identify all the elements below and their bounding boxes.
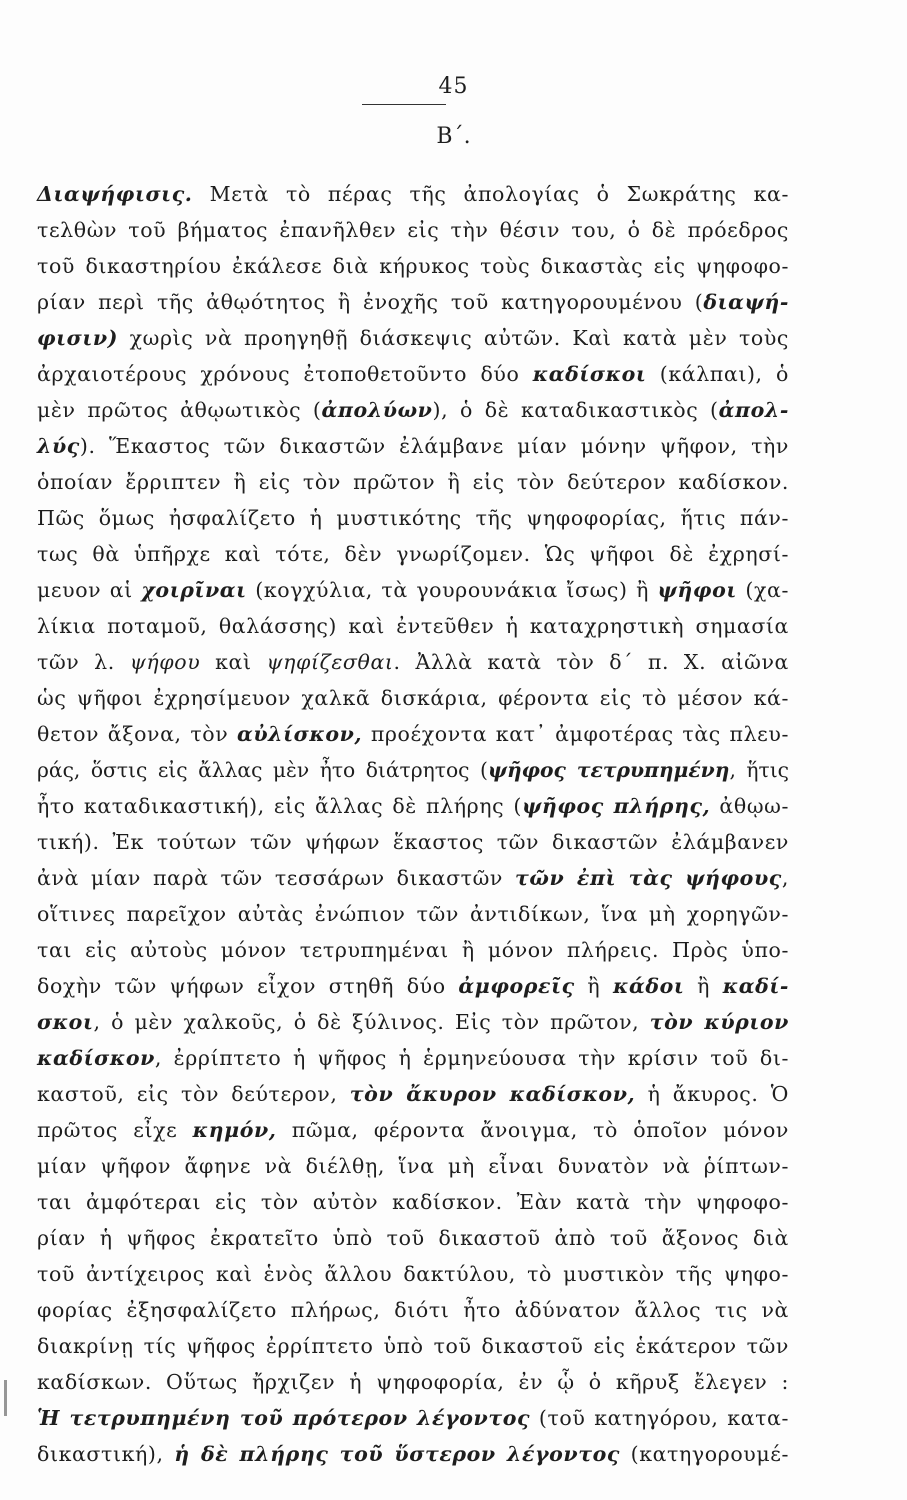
text-segment: , ἥτις	[729, 758, 790, 782]
text-segment: καστοῦ, εἰς τὸν δεύτερον,	[37, 1082, 350, 1106]
text-line	[37, 248, 789, 284]
text-segment: καδίσκων. Οὕτως ἤρχιζεν ἡ ψηφοφορία, ἐν ᾧ ὁ κῆρυξ ἔλεγεν :	[37, 1370, 789, 1394]
text-line	[37, 968, 789, 1004]
text-segment: μευον αἱ	[37, 578, 142, 602]
body-text	[37, 176, 789, 1472]
text-segment: τῶν λ.	[37, 650, 130, 674]
text-segment: τοῦ δικαστηρίου ἐκάλεσε διὰ κήρυκος τοὺς δικαστὰς εἰς ψηφοφο-	[37, 254, 789, 278]
page-number: 45	[438, 74, 469, 99]
text-segment: , ὁ μὲν χαλκοῦς, ὁ δὲ ξύλινος. Εἰς τὸν πρῶτον,	[93, 1010, 650, 1034]
emphasized-term: ἀπολ-	[718, 398, 789, 422]
italic-term: ψήφου	[129, 650, 201, 674]
emphasized-term: καδίσκοι	[532, 362, 647, 386]
text-segment: ράς, ὅστις εἰς ἄλλας μὲν ἦτο διάτρητος (	[37, 758, 488, 782]
text-segment: μὲν πρῶτος ἀθῳωτικὸς (	[37, 398, 322, 422]
text-line	[37, 572, 789, 608]
emphasized-term: ἀπολύων	[321, 398, 433, 422]
text-line	[37, 860, 789, 896]
text-segment: ἡ ἄκυρος. Ὁ	[635, 1082, 789, 1106]
text-segment: ), ὁ δὲ καταδικαστικὸς (	[432, 398, 719, 422]
text-segment: μίαν ψῆφον ἄφηνε νὰ διέλθῃ, ἵνα μὴ εἶναι δυνατὸν νὰ ῥίπτων-	[37, 1154, 789, 1178]
emphasized-term: καδίσκον	[37, 1046, 155, 1070]
text-line	[37, 500, 789, 536]
text-segment: Μετὰ τὸ πέρας τῆς ἀπολογίας ὁ Σωκράτης κα-	[192, 182, 789, 206]
text-segment: ἢ	[684, 974, 723, 998]
text-segment: ται ἀμφότεραι εἰς τὸν αὐτὸν καδίσκον. Ἐὰν κατὰ τὴν ψηφοφο-	[37, 1190, 789, 1214]
text-segment: ). Ἕκαστος τῶν δικαστῶν ἐλάμβανε μίαν μόνην ψῆφον, τὴν	[79, 434, 789, 458]
text-segment: (χα-	[736, 578, 789, 602]
text-segment: χωρὶς νὰ προηγηθῇ διάσκεψις αὐτῶν. Καὶ κατὰ μὲν τοὺς	[118, 326, 789, 350]
text-segment: διακρίνῃ τίς ψῆφος ἐρρίπτετο ὑπὸ τοῦ δικαστοῦ εἰς ἑκάτερον τῶν	[37, 1334, 789, 1358]
emphasized-term: χοιρῖναι	[141, 578, 247, 602]
header-rule	[362, 104, 446, 105]
text-line	[37, 284, 789, 320]
text-line	[37, 1040, 789, 1076]
text-segment: . Ἀλλὰ κατὰ τὸν δ΄ π. Χ. αἰῶνα	[393, 650, 789, 674]
text-segment: ρίαν περὶ τῆς ἀθῳότητος ἢ ἐνοχῆς τοῦ κατηγορουμένου (	[37, 290, 704, 314]
text-segment: , ἐρρίπτετο ἡ ψῆφος ἡ ἑρμηνεύουσα τὴν κρίσιν τοῦ δι-	[154, 1046, 789, 1070]
text-line	[37, 1076, 789, 1112]
text-segment: ται εἰς αὐτοὺς μόνον τετρυπημέναι ἢ μόνον πλήρεις. Πρὸς ὑπο-	[37, 938, 789, 962]
text-segment: λίκια ποταμοῦ, θαλάσσης) καὶ ἐντεῦθεν ἡ καταχρηστικὴ σημασία	[37, 614, 789, 638]
text-line	[37, 1112, 789, 1148]
emphasized-term: ψῆφοι	[657, 578, 737, 602]
emphasized-term: ἡ δὲ πλήρης τοῦ ὕστερον λέγοντος	[174, 1442, 620, 1466]
text-segment: ἢ	[574, 974, 614, 998]
emphasized-term: καδί-	[722, 974, 789, 998]
text-segment: ὁποίαν ἔρριπτεν ἢ εἰς τὸν πρῶτον ἢ εἰς τὸν δεύτερον καδίσκον.	[37, 470, 789, 494]
emphasized-term: φισιν)	[37, 326, 119, 350]
emphasized-term: Ἡ τετρυπημένη τοῦ πρότερον λέγοντος	[37, 1406, 531, 1430]
text-segment: τως θὰ ὑπῆρχε καὶ τότε, δὲν γνωρίζομεν. Ὡς ψῆφοι δὲ ἐχρησί-	[37, 542, 789, 566]
text-line	[37, 788, 789, 824]
text-line	[37, 752, 789, 788]
text-segment: καὶ	[200, 650, 267, 674]
text-line	[37, 1436, 789, 1472]
text-line	[37, 1292, 789, 1328]
text-segment: ὡς ψῆφοι ἐχρησίμευον χαλκᾶ δισκάρια, φέροντα εἰς τὸ μέσον κά-	[37, 686, 789, 710]
text-line	[37, 680, 789, 716]
text-segment: (τοῦ κατηγόρου, κατα-	[530, 1406, 789, 1430]
text-line	[37, 212, 789, 248]
emphasized-term: ψῆφος τετρυπημένη	[487, 758, 730, 782]
text-line	[37, 1256, 789, 1292]
text-line	[37, 176, 789, 212]
emphasized-term: τῶν ἐπὶ τὰς ψήφους	[514, 866, 782, 890]
text-line	[37, 392, 789, 428]
text-segment: ἀνὰ μίαν παρὰ τῶν τεσσάρων δικαστῶν	[37, 866, 515, 890]
emphasized-term: λύς	[37, 434, 80, 458]
emphasized-term: ψῆφος πλήρης,	[521, 794, 711, 818]
text-segment: θετον ἄξονα, τὸν	[37, 722, 237, 746]
text-line	[37, 608, 789, 644]
text-segment: τική). Ἐκ τούτων τῶν ψήφων ἕκαστος τῶν δικαστῶν ἐλάμβανεν	[37, 830, 789, 854]
text-line	[37, 356, 789, 392]
text-segment: Πῶς ὅμως ἠσφαλίζετο ἡ μυστικότης τῆς ψηφοφορίας, ἥτις πάν-	[37, 506, 789, 530]
text-line	[37, 1328, 789, 1364]
emphasized-term: κημόν,	[192, 1118, 277, 1142]
text-segment: δικαστική),	[37, 1442, 175, 1466]
text-line	[37, 320, 789, 356]
emphasized-term: ἀμφορεῖς	[458, 974, 575, 998]
emphasized-term: σκοι	[37, 1010, 94, 1034]
text-line	[37, 1400, 789, 1436]
text-segment: πῶμα, φέροντα ἄνοιγμα, τὸ ὁποῖον μόνον	[276, 1118, 789, 1142]
text-segment: ἀθῳω-	[710, 794, 789, 818]
text-segment: (κάλπαι), ὁ	[646, 362, 789, 386]
italic-term: ψηφίζεσθαι	[266, 650, 394, 674]
text-segment: ρίαν ἡ ψῆφος ἐκρατεῖτο ὑπὸ τοῦ δικαστοῦ ἀπὸ τοῦ ἄξονος διὰ	[37, 1226, 789, 1250]
text-segment: φορίας ἐξησφαλίζετο πλήρως, διότι ἦτο ἀδύνατον ἄλλος τις νὰ	[37, 1298, 789, 1322]
text-line	[37, 428, 789, 464]
text-segment: ,	[781, 866, 789, 890]
text-line	[37, 1220, 789, 1256]
text-segment: (κογχύλια, τὰ γουρουνάκια ἴσως) ἢ	[246, 578, 658, 602]
emphasized-term: τὸν ἄκυρον καδίσκον,	[349, 1082, 636, 1106]
text-line	[37, 932, 789, 968]
text-line	[37, 824, 789, 860]
text-segment: (κατηγορουμέ-	[619, 1442, 789, 1466]
emphasized-term: διαψή-	[703, 290, 789, 314]
text-line	[37, 1364, 789, 1400]
text-line	[37, 716, 789, 752]
text-segment: οἵτινες παρεῖχον αὐτὰς ἐνώπιον τῶν ἀντιδίκων, ἵνα μὴ χορηγῶν-	[37, 902, 789, 926]
emphasized-term: Διαψήφισις.	[37, 182, 193, 206]
text-line	[37, 1004, 789, 1040]
text-line	[37, 536, 789, 572]
text-line	[37, 1148, 789, 1184]
text-segment: ἀρχαιοτέρους χρόνους ἐτοποθετοῦντο δύο	[37, 362, 533, 386]
text-segment: πρῶτος εἶχε	[37, 1118, 193, 1142]
text-segment: ἦτο καταδικαστική), εἰς ἄλλας δὲ πλήρης (	[37, 794, 522, 818]
emphasized-term: κάδοι	[613, 974, 685, 998]
emphasized-term: τὸν κύριον	[649, 1010, 789, 1034]
text-line	[37, 464, 789, 500]
text-segment: τοῦ ἀντίχειρος καὶ ἑνὸς ἄλλου δακτύλου, τὸ μυστικὸν τῆς ψηφο-	[37, 1262, 789, 1286]
text-segment: προέχοντα κατ᾽ ἀμφοτέρας τὰς πλευ-	[362, 722, 789, 746]
section-title: Β΄.	[436, 124, 471, 149]
text-line	[37, 644, 789, 680]
margin-mark	[4, 1380, 7, 1416]
text-segment: τελθὼν τοῦ βήματος ἐπανῆλθεν εἰς τὴν θέσιν του, ὁ δὲ πρόεδρος	[37, 218, 789, 242]
text-segment: δοχὴν τῶν ψήφων εἶχον στηθῆ δύο	[37, 974, 459, 998]
text-line	[37, 1184, 789, 1220]
text-line	[37, 896, 789, 932]
emphasized-term: αὐλίσκον,	[236, 722, 363, 746]
